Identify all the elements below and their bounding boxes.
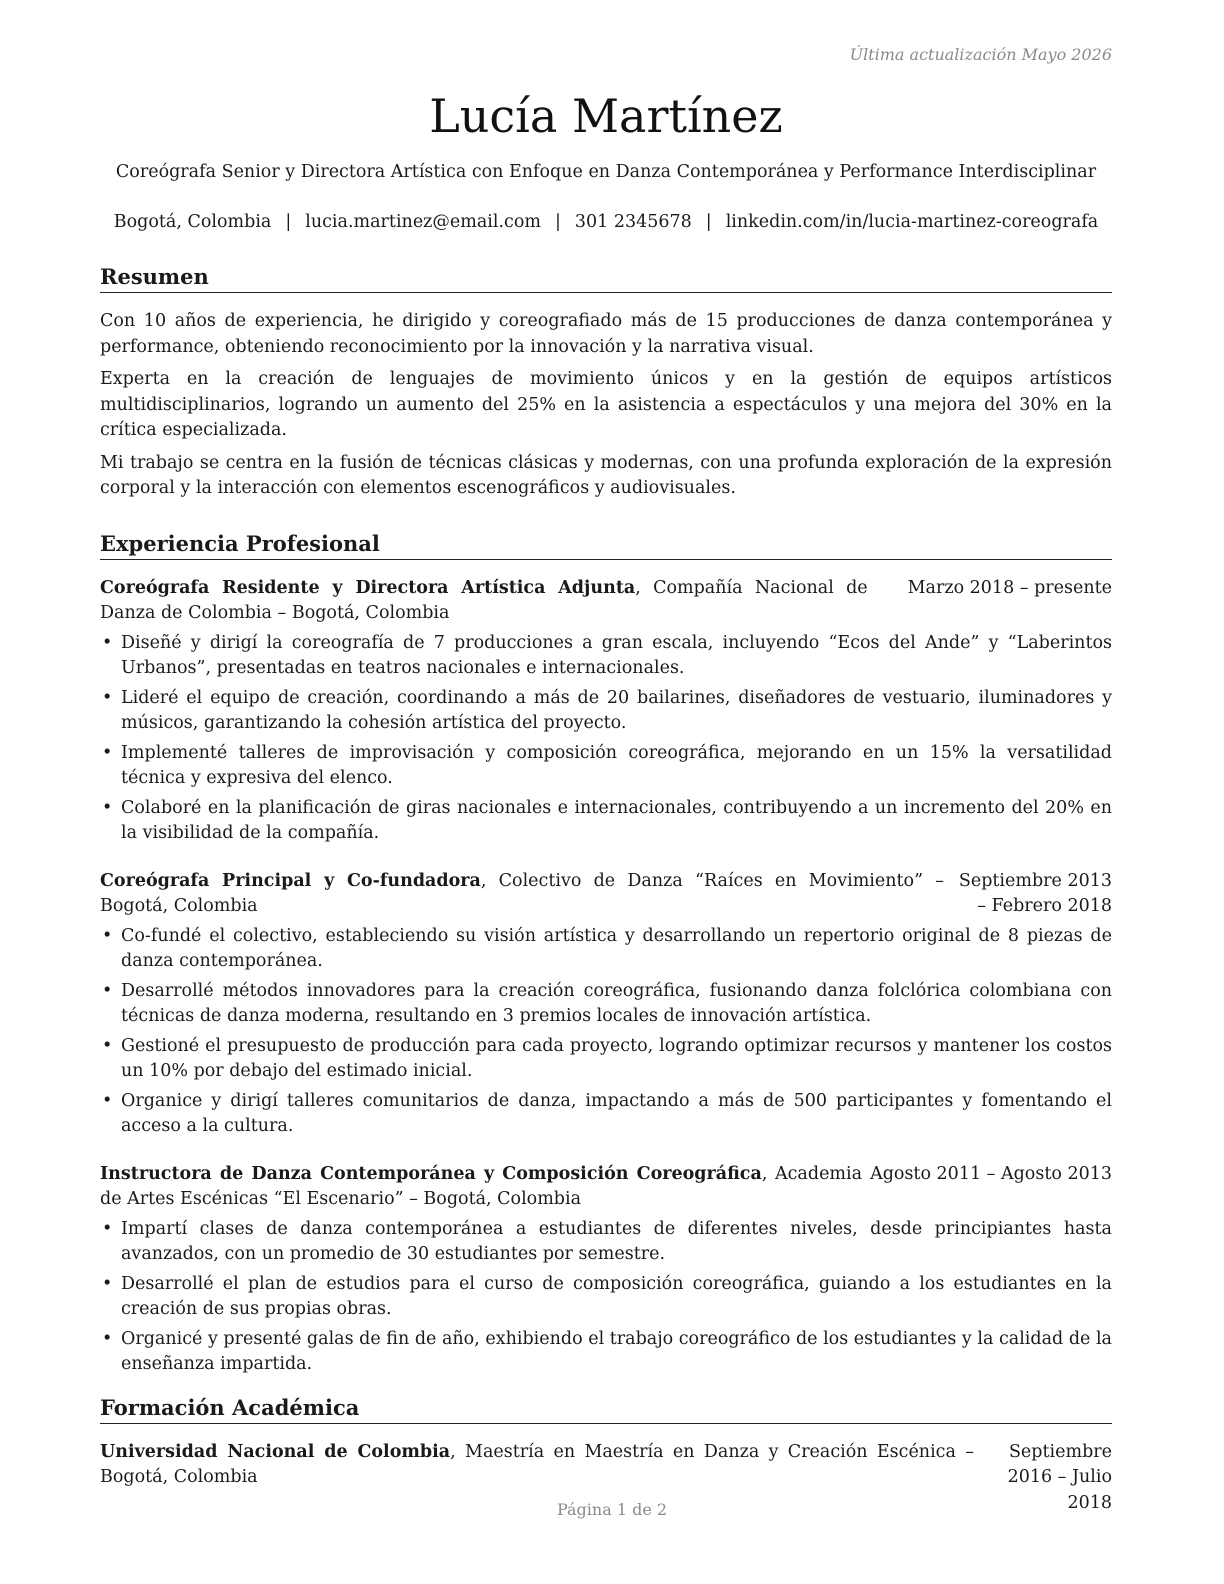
job-bullets bbox=[100, 631, 1112, 847]
bullet-icon: • bbox=[102, 1035, 113, 1056]
list-item: • Co-fundé el colectivo, estableciendo su visión artística y desarrollando un repertorio original de 8 piezas de danza contemporánea. bbox=[102, 925, 1112, 971]
separator: | bbox=[554, 212, 561, 232]
separator: | bbox=[705, 212, 712, 232]
job-bullets bbox=[100, 924, 1112, 1140]
headline: Coreógrafa Senior y Directora Artística con Enfoque en Danza Contemporánea y Performance Interdisciplinar bbox=[115, 162, 1097, 182]
experience-section bbox=[100, 530, 1112, 1378]
job-title: Coreógrafa Principal y Co-fundadora bbox=[100, 870, 481, 891]
job-entry bbox=[100, 576, 1112, 847]
job-title: Instructora de Danza Contemporánea y Composición Coreográfica bbox=[100, 1163, 762, 1184]
bullet-icon: • bbox=[102, 1273, 113, 1294]
candidate-name: Lucía Martínez bbox=[429, 89, 783, 143]
contact-line bbox=[100, 210, 1112, 234]
contact-phone: 301 2345678 bbox=[574, 212, 692, 232]
job-dates: Agosto 2011 – Agosto 2013 bbox=[870, 1163, 1112, 1184]
list-item: • Impartí clases de danza contemporánea a estudiantes de diferentes niveles, desde principiantes hasta avanzados, con un promedio de 30 estudiantes por semestre. bbox=[102, 1218, 1112, 1264]
separator: | bbox=[285, 212, 292, 232]
job-organization: , Academia de Artes Escénicas “El Escenario” – Bogotá, Colombia bbox=[100, 1163, 863, 1209]
list-item: • Desarrollé métodos innovadores para la creación coreográfica, fusionando danza folclórica colombiana con técnicas de danza moderna, resultando en 3 premios locales de innovación artística. bbox=[102, 980, 1112, 1026]
degree: , Maestría en Maestría en Danza y Creación Escénica – Bogotá, Colombia bbox=[100, 1441, 974, 1487]
contact-linkedin[interactable]: linkedin.com/in/lucia-martinez-coreografa bbox=[725, 212, 1099, 232]
list-item: • Gestioné el presupuesto de producción para cada proyecto, logrando optimizar recursos y mantener los costos un 10% por debajo del estimado inicial. bbox=[102, 1035, 1112, 1081]
list-item: • Desarrollé el plan de estudios para el curso de composición coreográfica, guiando a los estudiantes en la creación de sus propias obras. bbox=[102, 1273, 1112, 1319]
job-entry bbox=[100, 869, 1112, 1140]
bullet-icon: • bbox=[102, 687, 113, 708]
summary-section bbox=[100, 263, 1112, 502]
last-updated: Última actualización Mayo 2026 bbox=[849, 45, 1112, 64]
contact-location: Bogotá, Colombia bbox=[113, 212, 272, 232]
job-dates: Marzo 2018 – presente bbox=[907, 577, 1112, 598]
summary-paragraph: Experta en la creación de lenguajes de movimiento únicos y en la gestión de equipos artísticos multidisciplinarios, logrando un aumento del 25% en la asistencia a espectáculos y una mejora del 30% en la crítica especializada. bbox=[100, 369, 1112, 440]
education-dates: Septiembre 2016 – Julio 2018 bbox=[1007, 1441, 1112, 1513]
bullet-icon: • bbox=[102, 1090, 113, 1111]
bullet-icon: • bbox=[102, 742, 113, 763]
bullet-icon: • bbox=[102, 797, 113, 818]
bullet-icon: • bbox=[102, 632, 113, 653]
bullet-icon: • bbox=[102, 925, 113, 946]
job-dates: Septiembre 2013 – Febrero 2018 bbox=[958, 870, 1112, 916]
school-name: Universidad Nacional de Colombia bbox=[100, 1441, 451, 1462]
summary-paragraph: Con 10 años de experiencia, he dirigido y coreografiado más de 15 producciones de danza contemporánea y performance, obteniendo reconocimiento por la innovación y la narrativa visual. bbox=[100, 311, 1112, 357]
section-heading: Experiencia Profesional bbox=[100, 530, 1112, 560]
section-heading: Resumen bbox=[100, 263, 1112, 293]
bullet-icon: • bbox=[102, 1218, 113, 1239]
job-bullets bbox=[100, 1217, 1112, 1378]
section-heading: Formación Académica bbox=[100, 1394, 1112, 1424]
resume-page bbox=[100, 40, 1112, 1516]
bullet-icon: • bbox=[102, 1328, 113, 1349]
list-item: • Organicé y presenté galas de fin de año, exhibiendo el trabajo coreográfico de los estudiantes y la calidad de la enseñanza impartida. bbox=[102, 1328, 1112, 1374]
bullet-icon: • bbox=[102, 980, 113, 1001]
job-entry bbox=[100, 1162, 1112, 1378]
education-section bbox=[100, 1394, 1112, 1517]
summary-paragraph: Mi trabajo se centra en la fusión de técnicas clásicas y modernas, con una profunda exploración de la expresión corporal y la interacción con elementos escenográficos y audiovisuales. bbox=[100, 452, 1112, 498]
list-item: • Organice y dirigí talleres comunitarios de danza, impactando a más de 500 participantes y fomentando el acceso a la cultura. bbox=[102, 1090, 1112, 1136]
page-number: Página 1 de 2 bbox=[556, 1500, 668, 1519]
contact-email[interactable]: lucia.martinez@email.com bbox=[305, 212, 541, 232]
job-organization: , Compañía Nacional de Danza de Colombia – Bogotá, Colombia bbox=[100, 577, 868, 623]
job-organization: , Colectivo de Danza “Raíces en Movimiento” – Bogotá, Colombia bbox=[100, 870, 944, 916]
list-item: • Implementé talleres de improvisación y composición coreográfica, mejorando en un 15% la versatilidad técnica y expresiva del elenco. bbox=[102, 742, 1112, 788]
list-item: • Colaboré en la planificación de giras nacionales e internacionales, contribuyendo a un incremento del 20% en la visibilidad de la compañía. bbox=[102, 797, 1112, 843]
job-title: Coreógrafa Residente y Directora Artística Adjunta bbox=[100, 577, 636, 598]
list-item: • Lideré el equipo de creación, coordinando a más de 20 bailarines, diseñadores de vestuario, iluminadores y músicos, garantizando la cohesión artística del proyecto. bbox=[102, 687, 1112, 733]
list-item: • Diseñé y dirigí la coreografía de 7 producciones a gran escala, incluyendo “Ecos del Ande” y “Laberintos Urbanos”, presentadas en teatros nacionales e internacionales. bbox=[102, 632, 1112, 678]
